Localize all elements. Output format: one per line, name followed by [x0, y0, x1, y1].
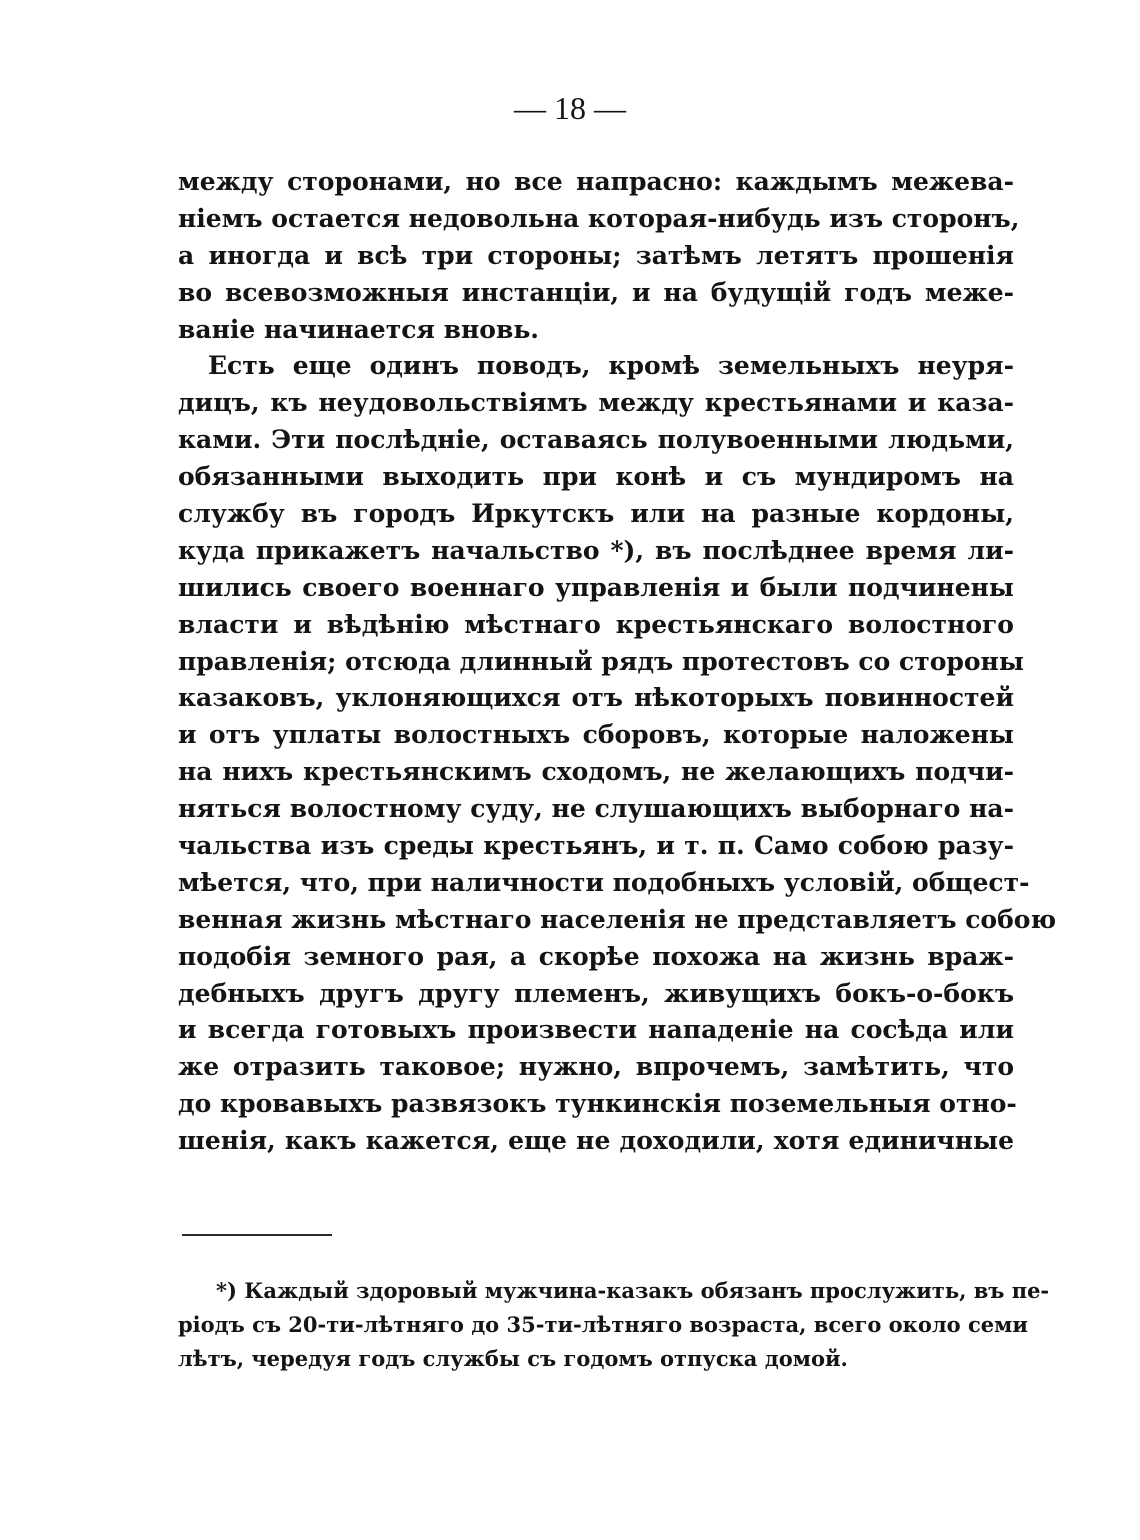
text-line: куда прикажетъ начальство *), въ послѣднее время ли- [178, 535, 1014, 565]
text-line: венная жизнь мѣстнаго населенія не представляетъ собою [178, 904, 1057, 934]
footnote-line: лѣтъ, чередуя годъ службы съ годомъ отпуска домой. [178, 1346, 848, 1371]
text-line: же отразить таковое; нужно, впрочемъ, замѣтить, что [178, 1052, 1014, 1082]
text-line: подобія земного рая, а скорѣе похожа на жизнь враж- [178, 941, 1014, 971]
text-line: власти и вѣдѣнію мѣстнаго крестьянскаго волостного [178, 609, 1014, 639]
text-line: чальства изъ среды крестьянъ, и т. п. Само собою разу- [178, 831, 1014, 861]
text-line: мѣется, что, при наличности подобныхъ условій, общест- [178, 867, 1030, 897]
text-line: службу въ городъ Иркутскъ или на разные кордоны, [178, 499, 1014, 529]
text-line: обязанными выходить при конѣ и съ мундиромъ на [178, 462, 1014, 492]
footnote-line: *) Каждый здоровый мужчина-казакъ обязанъ прослужить, въ пе- [216, 1278, 1050, 1303]
paragraph-start-line: Есть еще одинъ поводъ, кромѣ земельныхъ неуря- [208, 351, 1014, 381]
text-line: ніемъ остается недовольна которая-нибудь изъ сторонъ, [178, 203, 1020, 233]
text-line: до кровавыхъ развязокъ тункинскія поземельныя отно- [178, 1089, 1017, 1119]
footnote [178, 1274, 1050, 1376]
text-line: между сторонами, но все напрасно: каждымъ межева- [178, 167, 1014, 196]
text-line: казаковъ, уклоняющихся отъ нѣкоторыхъ повинностей [178, 683, 1014, 713]
page-number: — 18 — [514, 90, 626, 126]
text-line: ваніе начинается вновь. [178, 314, 539, 344]
text-line: во всевозможныя инстанціи, и на будущій годъ меже- [178, 277, 1014, 307]
main-text [178, 164, 1057, 1160]
text-line: правленія; отсюда длинный рядъ протестовъ со стороны [178, 646, 1024, 676]
text-line: ками. Эти послѣдніе, оставаясь полувоенными людьми, [178, 425, 1014, 455]
footnote-line: ріодъ съ 20-ти-лѣтняго до 35-ти-лѣтняго возраста, всего около семи [178, 1312, 1028, 1337]
text-line: дебныхъ другъ другу племенъ, живущихъ бокъ-о-бокъ [178, 978, 1014, 1008]
text-line: шенія, какъ кажется, еще не доходили, хотя единичные [178, 1126, 1014, 1156]
text-line: и отъ уплаты волостныхъ сборовъ, которые наложены [178, 720, 1014, 750]
text-line: на нихъ крестьянскимъ сходомъ, не желающихъ подчи- [178, 757, 1014, 787]
footnote-divider [182, 1234, 332, 1236]
text-line: шились своего военнаго управленія и были подчинены [178, 572, 1014, 602]
text-line: дицъ, къ неудовольствіямъ между крестьянами и каза- [178, 388, 1014, 418]
text-line: и всегда готовыхъ произвести нападеніе на сосѣда или [178, 1015, 1014, 1045]
text-line: а иногда и всѣ три стороны; затѣмъ летятъ прошенія [178, 240, 1014, 270]
text-line: няться волостному суду, не слушающихъ выборнаго на- [178, 794, 1014, 824]
